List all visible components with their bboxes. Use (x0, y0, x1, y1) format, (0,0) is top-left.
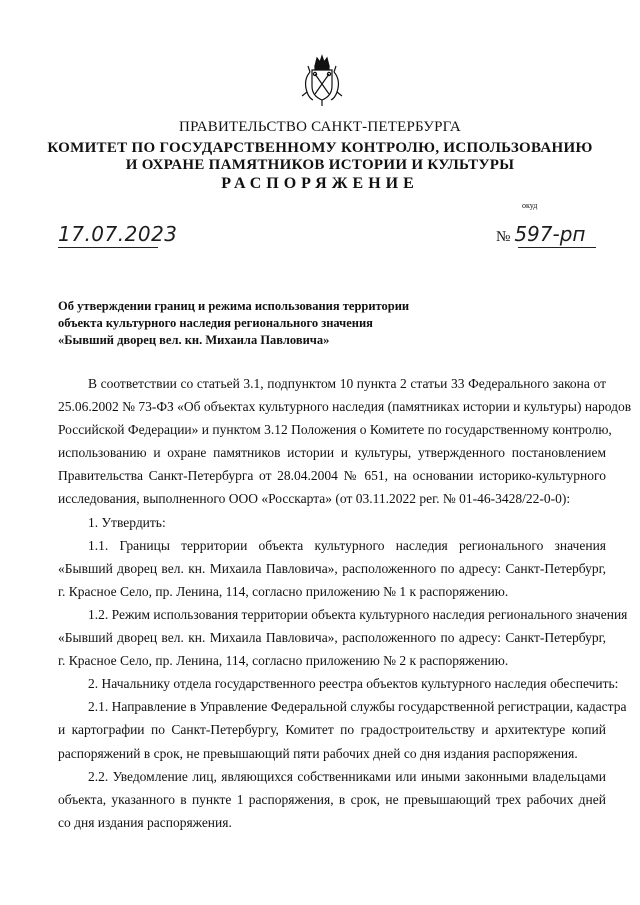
coat-of-arms-emblem (299, 52, 345, 108)
government-name: ПРАВИТЕЛЬСТВО САНКТ-ПЕТЕРБУРГА (179, 119, 461, 135)
body-line: Правительства Санкт-Петербурга от 28.04.2004 № 651, на основании историко-культурного (58, 468, 606, 484)
body-line: использованию и охране памятников истории и культуры, утвержденного постановлением (58, 445, 606, 461)
subject-line: Об утверждении границ и режима использования территории (58, 299, 410, 313)
subject-line: объекта культурного наследия регионального значения (58, 316, 373, 330)
date-underline (58, 247, 158, 248)
body-line: г. Красное Село, пр. Ленина, 114, согласно приложению № 1 к распоряжению. (58, 583, 509, 599)
number-sign: № (496, 229, 511, 245)
body-line: и картографии по Санкт-Петербургу, Комитет по градостроительству и архитектуре копий (58, 722, 606, 738)
okud-label: окуд (522, 201, 538, 210)
document-number-field (496, 222, 585, 246)
body-line: 25.06.2002 № 73-ФЗ «Об объектах культурного наследия (памятниках истории и культуры) народов (58, 399, 632, 415)
body-line: «Бывший дворец вел. кн. Михаила Павловича», расположенного по адресу: Санкт-Петербург, (58, 630, 606, 646)
body-line: 1.1. Границы территории объекта культурного наследия регионального значения (88, 537, 606, 553)
body-line: распоряжений в срок, не превышающий пяти рабочих дней со дня издания распоряжения. (58, 745, 578, 761)
body-line: со дня издания распоряжения. (58, 814, 232, 830)
body-line: 1. Утвердить: (88, 514, 166, 530)
body-line: 2.2. Уведомление лиц, являющихся собственниками или иными законными владельцами (88, 768, 606, 784)
document-type-title: РАСПОРЯЖЕНИЕ (221, 175, 419, 192)
body-line: 1.2. Режим использования территории объекта культурного наследия регионального значения (88, 606, 628, 622)
subject-line: «Бывший дворец вел. кн. Михаила Павловича» (58, 333, 330, 347)
body-line: исследования, выполненного ООО «Росскарта» (от 03.11.2022 рег. № 01-46-3428/22-0-0): (58, 491, 571, 507)
number-underline (518, 247, 596, 248)
committee-name-line-1: КОМИТЕТ ПО ГОСУДАРСТВЕННОМУ КОНТРОЛЮ, ИСПОЛЬЗОВАНИЮ (47, 140, 593, 156)
body-line: В соответствии со статьей 3.1, подпунктом 10 пункта 2 статьи 33 Федерального закона от (88, 376, 606, 391)
body-line: 2.1. Направление в Управление Федеральной службы государственной регистрации, кадастра (88, 699, 627, 715)
body-line: 2. Начальнику отдела государственного реестра объектов культурного наследия обеспечить: (88, 676, 619, 692)
document-subject (58, 298, 409, 349)
document-body (58, 372, 632, 834)
committee-name-line-2: И ОХРАНЕ ПАМЯТНИКОВ ИСТОРИИ И КУЛЬТУРЫ (125, 157, 515, 173)
body-line: объекта, указанного в пункте 1 распоряжения, в срок, не превышающий трех рабочих дней (58, 791, 606, 807)
body-line: «Бывший дворец вел. кн. Михаила Павловича», расположенного по адресу: Санкт-Петербург, (58, 560, 606, 576)
document-number: 597-рп (514, 222, 586, 246)
body-line: Российской Федерации» и пунктом 3.12 Положения о Комитете по государственному контролю, (58, 422, 612, 438)
document-date: 17.07.2023 (58, 222, 178, 246)
body-line: г. Красное Село, пр. Ленина, 114, согласно приложению № 2 к распоряжению. (58, 653, 509, 669)
